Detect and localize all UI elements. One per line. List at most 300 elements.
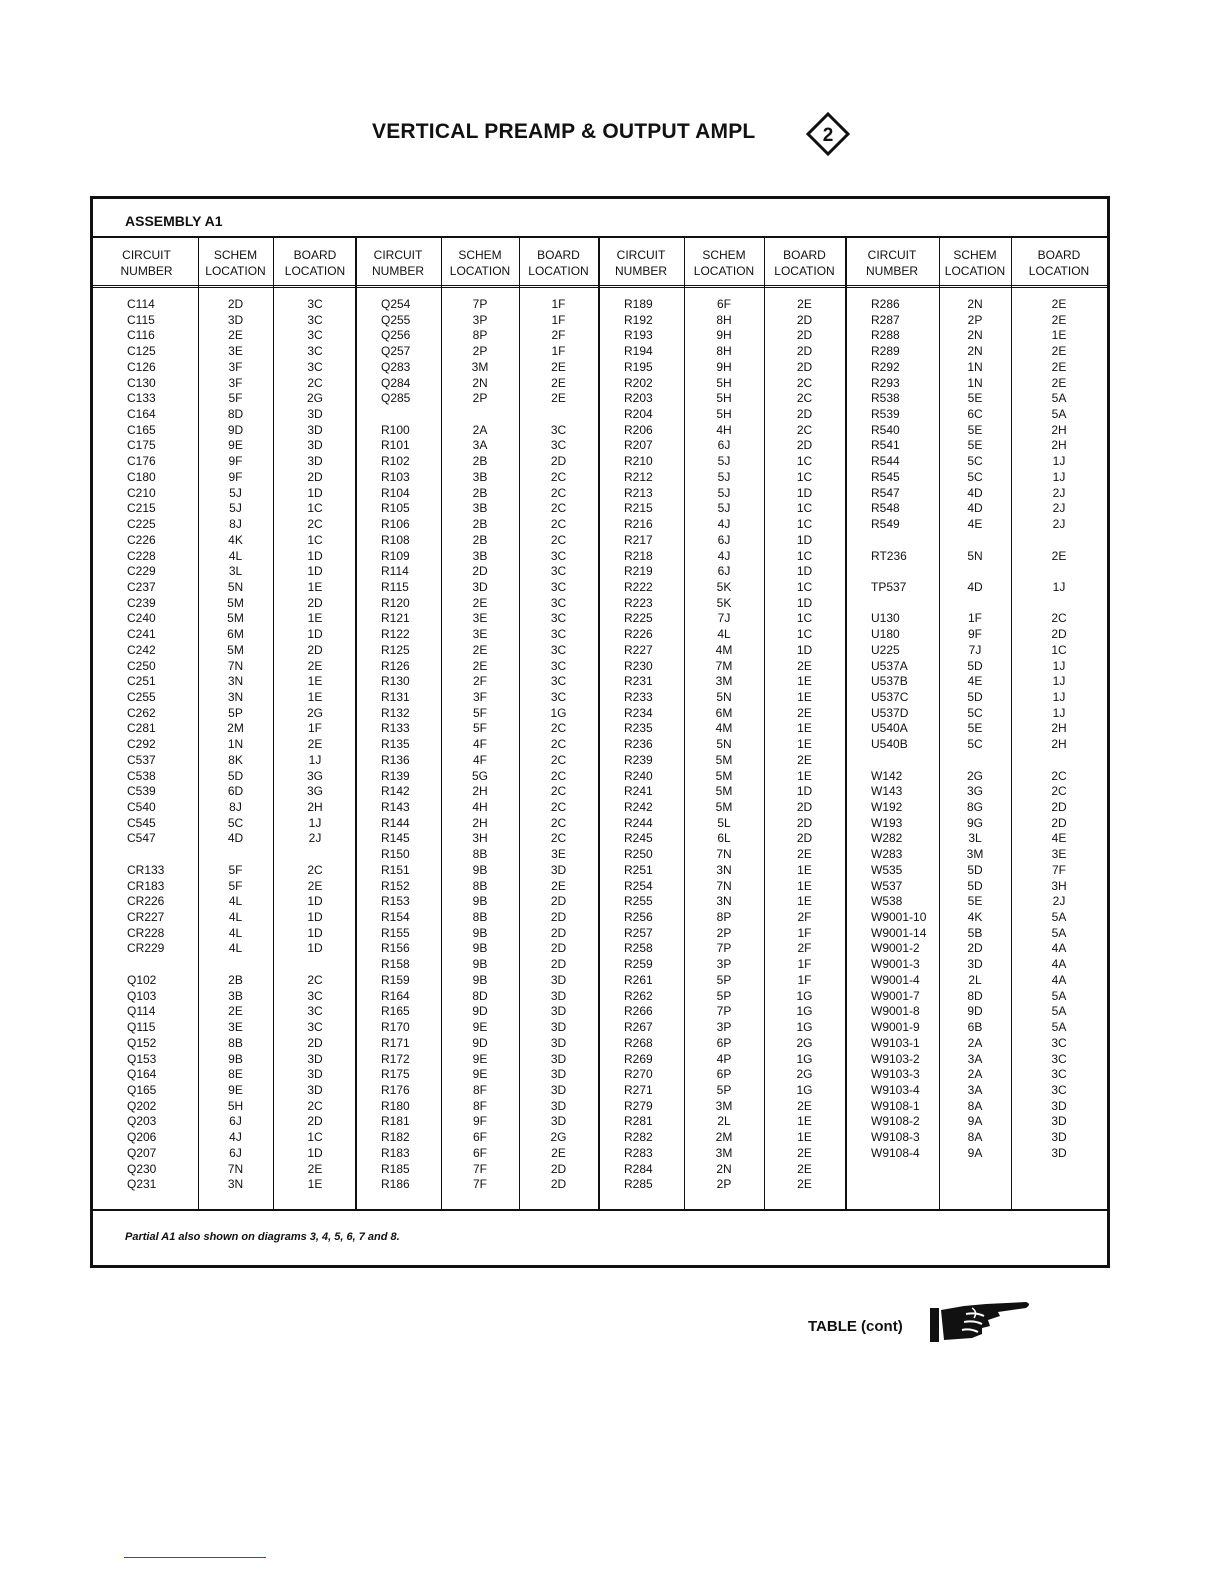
- table-cell-board: 3D: [307, 1051, 323, 1066]
- table-cell-circuit: R257: [624, 925, 653, 940]
- page-title: VERTICAL PREAMP & OUTPUT AMPL: [372, 120, 756, 143]
- table-cell-board: 3D: [550, 1004, 567, 1019]
- table-cell-circuit: R151: [381, 862, 410, 877]
- column-circuit: [871, 297, 935, 1162]
- table-cell-board: 5A: [1051, 407, 1067, 422]
- table-cell-schem: 6J: [717, 564, 731, 579]
- table-cell-schem: [441, 407, 519, 423]
- table-cell-circuit: R269: [624, 1051, 653, 1066]
- table-cell-board: 2J: [308, 831, 322, 846]
- table-cell-schem: 5H: [227, 1098, 244, 1113]
- table-cell-board: 2E: [797, 1145, 812, 1160]
- table-cell-schem: 9E: [472, 1020, 488, 1035]
- table-cell-schem: 3A: [472, 438, 488, 453]
- table-cell-schem: 7M: [715, 658, 733, 673]
- table-cell-circuit: W9001-2: [871, 941, 920, 956]
- table-cell-board: 2G: [306, 705, 323, 720]
- table-cell-circuit: W9001-14: [871, 925, 927, 940]
- table-cell-board: 2E: [307, 1161, 323, 1176]
- table-cell-circuit: W9108-1: [871, 1098, 920, 1113]
- table-cell-circuit: R108: [381, 532, 410, 547]
- table-cell-circuit: R206: [624, 422, 653, 437]
- footer-rule: [93, 1209, 1107, 1211]
- column-header-circuit: [355, 247, 441, 279]
- table-cell-board: 1J: [1052, 469, 1066, 484]
- table-cell-schem: 4J: [717, 517, 731, 532]
- table-cell-schem: 5F: [472, 705, 487, 720]
- table-cell-schem: [198, 957, 273, 973]
- column-header-line: SCHEM: [458, 248, 502, 262]
- table-cell-board: 3D: [307, 1067, 323, 1082]
- table-cell-board: 2H: [1051, 737, 1067, 752]
- table-cell-board: 1C: [796, 627, 813, 642]
- table-cell-circuit: C164: [127, 407, 156, 422]
- table-cell-circuit: W9001-3: [871, 957, 920, 972]
- table-cell-board: 2E: [1051, 312, 1067, 327]
- table-cell-circuit: R193: [624, 328, 653, 343]
- table-cell-schem: 8J: [229, 517, 242, 532]
- table-cell-circuit: R284: [624, 1161, 653, 1176]
- table-cell-board: 3D: [550, 1082, 567, 1097]
- table-cell-schem: 2P: [716, 1177, 732, 1192]
- table-cell-board: 1C: [796, 469, 813, 484]
- table-cell-circuit: R222: [624, 579, 653, 594]
- table-cell-board: 2C: [550, 485, 567, 500]
- table-cell-board: 1E: [797, 721, 812, 736]
- table-cell-schem: 4L: [228, 894, 243, 909]
- table-cell-board: 2D: [550, 1161, 567, 1176]
- table-cell-board: 1F: [797, 957, 812, 972]
- table-cell-schem: 3E: [472, 611, 488, 626]
- table-cell-schem: 2N: [472, 375, 488, 390]
- table-cell-board: 3G: [306, 784, 323, 799]
- table-cell-board: 2D: [550, 941, 567, 956]
- table-cell-circuit: R186: [381, 1177, 410, 1192]
- table-cell-board: 3D: [550, 1051, 567, 1066]
- table-cell-board: 2E: [307, 658, 323, 673]
- group-divider: [598, 236, 600, 1209]
- column-schem: [684, 297, 764, 1193]
- table-cell-circuit: CR133: [127, 862, 165, 877]
- table-cell-schem: 5F: [228, 878, 243, 893]
- column-header-line: LOCATION: [774, 264, 835, 278]
- table-cell-circuit: C126: [127, 359, 156, 374]
- table-cell-board: 2D: [307, 1114, 323, 1129]
- table-cell-schem: 1F: [967, 611, 982, 626]
- table-cell-circuit: R231: [624, 674, 653, 689]
- column-header-board: [519, 247, 598, 279]
- table-cell-circuit: R227: [624, 642, 653, 657]
- table-cell-board: 2E: [1051, 359, 1067, 374]
- table-cell-schem: 1N: [967, 359, 983, 374]
- table-cell-board: 2D: [307, 1035, 323, 1050]
- table-cell-schem: 5E: [967, 438, 983, 453]
- table-cell-schem: 5E: [967, 391, 983, 406]
- table-cell-circuit: C114: [127, 297, 155, 311]
- table-cell-schem: 4L: [228, 548, 243, 563]
- table-cell-schem: 2M: [715, 1130, 733, 1145]
- table-cell-circuit: R268: [624, 1035, 653, 1050]
- table-cell-circuit: W537: [871, 878, 903, 893]
- table-cell-board: 2F: [797, 941, 812, 956]
- table-cell-board: 3D: [1051, 1145, 1067, 1160]
- table-cell-schem: 8K: [228, 752, 243, 767]
- table-cell-schem: 2D: [227, 297, 244, 311]
- column-header-line: LOCATION: [944, 264, 1006, 278]
- table-cell-board: 2D: [550, 957, 567, 972]
- table-cell-schem: 6M: [715, 705, 733, 720]
- table-cell-board: 1D: [307, 564, 323, 579]
- table-cell-circuit: R130: [381, 674, 410, 689]
- footnote: Partial A1 also shown on diagrams 3, 4, 5, 6, 7 and 8.: [125, 1231, 400, 1243]
- column-header-line: LOCATION: [205, 264, 266, 278]
- table-cell-board: 3C: [1051, 1051, 1067, 1066]
- table-cell-circuit: R120: [381, 595, 410, 610]
- table-cell-circuit: Q285: [381, 391, 411, 406]
- table-cell-circuit: R289: [871, 344, 900, 359]
- table-cell-board: 3C: [550, 689, 567, 704]
- table-cell-schem: 5N: [227, 579, 244, 594]
- table-cell-board: 1F: [551, 297, 566, 311]
- table-cell-board: 1C: [1051, 642, 1067, 657]
- table-cell-circuit: R189: [624, 297, 653, 311]
- table-cell-circuit: W9001-10: [871, 910, 927, 925]
- table-cell-circuit: R236: [624, 737, 653, 752]
- table-cell-schem: 8A: [967, 1098, 983, 1113]
- table-cell-circuit: R131: [381, 689, 410, 704]
- table-cell-board: 2F: [551, 328, 566, 343]
- table-cell-board: 2D: [796, 344, 813, 359]
- table-cell-schem: 9E: [228, 438, 243, 453]
- table-cell-board: 3C: [550, 674, 567, 689]
- table-cell-schem: 2E: [472, 642, 488, 657]
- table-cell-schem: 2E: [228, 1004, 243, 1019]
- table-cell-circuit: R210: [624, 454, 653, 469]
- header-rule: [93, 236, 1107, 238]
- table-cell-board: 1E: [307, 674, 323, 689]
- table-cell-schem: 3B: [228, 988, 243, 1003]
- column-schem: [939, 297, 1011, 1162]
- table-cell-circuit: [871, 533, 935, 549]
- table-cell-board: 2D: [550, 910, 567, 925]
- table-cell-circuit: U537D: [871, 705, 909, 720]
- table-cell-circuit: C130: [127, 375, 156, 390]
- table-cell-board: 1G: [796, 988, 813, 1003]
- table-cell-schem: 2M: [227, 721, 244, 736]
- table-cell-board: 2E: [551, 359, 566, 374]
- table-cell-board: 2D: [307, 469, 323, 484]
- table-cell-board: 2C: [550, 815, 567, 830]
- table-cell-schem: 8P: [716, 910, 732, 925]
- table-cell-circuit: RT236: [871, 548, 907, 563]
- table-cell-board: 3C: [550, 611, 567, 626]
- table-cell-schem: 8D: [967, 988, 983, 1003]
- table-cell-board: 1D: [307, 925, 323, 940]
- diagram-number: 2: [822, 125, 834, 146]
- table-cell-circuit: R109: [381, 548, 410, 563]
- table-cell-schem: 6B: [967, 1020, 983, 1035]
- table-cell-circuit: R132: [381, 705, 410, 720]
- group-divider: [355, 236, 357, 1209]
- column-header-line: BOARD: [1037, 248, 1081, 262]
- table-cell-schem: 4M: [715, 721, 733, 736]
- table-cell-schem: 4H: [716, 422, 732, 437]
- table-cell-circuit: R204: [624, 407, 653, 422]
- table-cell-circuit: R152: [381, 878, 410, 893]
- table-cell-board: 1J: [308, 752, 322, 767]
- table-cell-schem: 1N: [227, 737, 244, 752]
- table-cell-board: 3D: [550, 1114, 567, 1129]
- table-cell-circuit: Q114: [127, 1004, 156, 1019]
- table-cell-board: 5A: [1051, 391, 1067, 406]
- table-cell-board: 1J: [1052, 689, 1066, 704]
- table-cell-schem: 7P: [716, 1004, 732, 1019]
- table-cell-circuit: Q102: [127, 972, 157, 987]
- table-cell-circuit: CR229: [127, 941, 165, 956]
- table-cell-circuit: Q257: [381, 344, 411, 359]
- table-cell-schem: 3M: [715, 674, 733, 689]
- table-cell-schem: 9A: [967, 1114, 983, 1129]
- table-cell-schem: 2P: [472, 344, 488, 359]
- table-cell-board: 3E: [1051, 847, 1067, 862]
- table-cell-board: 3C: [307, 1020, 323, 1035]
- table-cell-schem: 3P: [716, 1020, 732, 1035]
- table-cell-board: 1F: [797, 972, 812, 987]
- table-cell-circuit: R176: [381, 1082, 410, 1097]
- table-cell-board: 4E: [1051, 831, 1067, 846]
- table-cell-circuit: R125: [381, 642, 410, 657]
- table-cell-schem: 5P: [228, 705, 243, 720]
- table-cell-circuit: R242: [624, 800, 653, 814]
- table-cell-board: 2H: [1051, 438, 1067, 453]
- table-cell-circuit: R544: [871, 454, 900, 469]
- table-cell-schem: 8D: [472, 988, 488, 1003]
- table-cell-board: 3D: [307, 1082, 323, 1097]
- table-cell-board: 1C: [796, 454, 813, 469]
- table-cell-schem: 9F: [472, 1114, 487, 1129]
- table-cell-board: 1D: [307, 485, 323, 500]
- table-cell-schem: 4E: [967, 674, 983, 689]
- column-header-line: BOARD: [783, 248, 826, 262]
- table-cell-schem: 3E: [472, 627, 488, 642]
- table-cell-board: 1D: [796, 595, 813, 610]
- table-continued-label: TABLE (cont): [808, 1318, 903, 1335]
- table-cell-board: 3C: [307, 312, 323, 327]
- table-cell-circuit: R192: [624, 312, 653, 327]
- table-cell-schem: 5H: [716, 407, 732, 422]
- table-cell-circuit: R126: [381, 658, 410, 673]
- column-header-line: CIRCUIT: [122, 248, 171, 262]
- column-header-schem: [441, 247, 519, 279]
- table-cell-board: 2C: [550, 800, 567, 814]
- table-cell-schem: 5M: [715, 800, 733, 814]
- column-header-line: BOARD: [293, 248, 337, 262]
- header-double-rule: [93, 285, 1107, 291]
- table-cell-board: 3C: [550, 642, 567, 657]
- table-cell-board: 3C: [307, 359, 323, 374]
- table-cell-schem: 3D: [227, 312, 244, 327]
- table-cell-schem: 5J: [229, 501, 242, 516]
- table-cell-circuit: C281: [127, 721, 156, 736]
- table-cell-board: 3D: [307, 407, 323, 422]
- table-cell-circuit: Q254: [381, 297, 411, 311]
- column-header-board: [273, 247, 357, 279]
- table-cell-circuit: R225: [624, 611, 653, 626]
- table-cell-circuit: R121: [381, 611, 410, 626]
- table-cell-circuit: R547: [871, 485, 900, 500]
- table-cell-board: 5A: [1051, 1004, 1067, 1019]
- table-cell-board: 1E: [797, 1114, 812, 1129]
- table-cell-circuit: R139: [381, 768, 410, 783]
- table-cell-board: 2D: [796, 815, 813, 830]
- table-cell-schem: 5F: [228, 391, 243, 406]
- table-cell-board: 2C: [796, 375, 813, 390]
- table-cell-circuit: R235: [624, 721, 653, 736]
- table-cell-circuit: W193: [871, 815, 903, 830]
- table-cell-board: 3D: [1051, 1130, 1067, 1145]
- table-cell-circuit: R545: [871, 469, 900, 484]
- table-cell-board: 2C: [550, 501, 567, 516]
- table-cell-schem: 2B: [472, 485, 488, 500]
- table-cell-board: 3C: [307, 988, 323, 1003]
- table-cell-board: 2D: [796, 831, 813, 846]
- table-cell-schem: 5D: [967, 658, 983, 673]
- table-cell-circuit: C539: [127, 784, 156, 799]
- table-cell-board: [273, 957, 357, 973]
- table-cell-board: 1D: [796, 485, 813, 500]
- table-cell-schem: 5B: [967, 925, 983, 940]
- table-cell-circuit: R286: [871, 297, 900, 311]
- table-cell-circuit: W9108-4: [871, 1145, 920, 1160]
- table-cell-schem: 3H: [472, 831, 488, 846]
- table-cell-schem: 2N: [967, 344, 983, 359]
- table-cell-board: 2E: [797, 847, 812, 862]
- table-cell-circuit: C210: [127, 485, 156, 500]
- table-cell-circuit: R283: [624, 1145, 653, 1160]
- table-cell-board: 3D: [307, 454, 323, 469]
- table-cell-board: 2C: [307, 375, 323, 390]
- table-cell-board: 3C: [1051, 1067, 1067, 1082]
- table-cell-board: 2C: [1051, 768, 1067, 783]
- table-cell-schem: 9H: [716, 359, 732, 374]
- table-cell-circuit: C115: [127, 312, 155, 327]
- table-cell-circuit: R218: [624, 548, 653, 563]
- table-cell-circuit: R261: [624, 972, 653, 987]
- table-cell-circuit: C292: [127, 737, 156, 752]
- table-cell-circuit: R245: [624, 831, 653, 846]
- table-cell-schem: 2E: [472, 595, 488, 610]
- table-cell-board: 2G: [796, 1067, 813, 1082]
- table-cell-schem: 9B: [472, 957, 488, 972]
- table-cell-board: 5A: [1051, 1020, 1067, 1035]
- table-cell-circuit: [381, 407, 437, 423]
- table-cell-schem: 4E: [967, 517, 983, 532]
- table-cell-board: 3C: [550, 422, 567, 437]
- table-cell-board: 2G: [306, 391, 323, 406]
- table-cell-schem: 8E: [228, 1067, 243, 1082]
- table-cell-circuit: R194: [624, 344, 653, 359]
- table-cell-board: 3C: [307, 1004, 323, 1019]
- table-cell-schem: 2H: [472, 815, 488, 830]
- title-area: [0, 112, 1224, 156]
- table-cell-schem: 8H: [716, 312, 732, 327]
- table-cell-schem: 2L: [717, 1114, 731, 1129]
- table-cell-schem: 3G: [966, 784, 983, 799]
- table-cell-schem: 6C: [967, 407, 983, 422]
- table-cell-schem: 3N: [716, 894, 732, 909]
- table-cell-circuit: C255: [127, 689, 156, 704]
- table-cell-board: 3C: [550, 548, 567, 563]
- table-cell-circuit: C251: [127, 674, 156, 689]
- column-header-line: SCHEM: [213, 248, 258, 262]
- table-cell-schem: 3N: [716, 862, 732, 877]
- assembly-label: ASSEMBLY A1: [125, 213, 223, 229]
- table-cell-schem: 5J: [229, 485, 242, 500]
- table-cell-circuit: R182: [381, 1130, 410, 1145]
- table-cell-circuit: R181: [381, 1114, 410, 1129]
- table-cell-schem: 3M: [471, 359, 489, 374]
- table-cell-board: 2H: [1051, 721, 1067, 736]
- table-cell-circuit: C538: [127, 768, 156, 783]
- table-cell-schem: 5C: [967, 737, 983, 752]
- column-header-line: LOCATION: [1028, 264, 1090, 278]
- column-board: [1011, 297, 1107, 1162]
- table-cell-board: 2D: [796, 800, 813, 814]
- table-cell-schem: 2D: [967, 941, 983, 956]
- table-cell-circuit: R144: [381, 815, 410, 830]
- table-cell-schem: 2D: [472, 564, 488, 579]
- table-cell-schem: 4D: [227, 831, 244, 846]
- table-cell-board: 3H: [1051, 878, 1067, 893]
- table-cell-schem: 3N: [227, 1177, 244, 1192]
- table-cell-schem: 6P: [716, 1035, 732, 1050]
- table-cell-circuit: W142: [871, 768, 903, 783]
- table-cell-board: 2E: [551, 375, 566, 390]
- table-cell-circuit: R180: [381, 1098, 410, 1113]
- table-cell-circuit: R250: [624, 847, 653, 862]
- table-cell-circuit: R244: [624, 815, 653, 830]
- table-cell-board: 2C: [796, 422, 813, 437]
- table-cell-circuit: R104: [381, 485, 410, 500]
- table-cell-schem: [939, 564, 1011, 580]
- table-cell-schem: 9H: [716, 328, 732, 343]
- table-cell-circuit: W9001-9: [871, 1020, 920, 1035]
- table-cell-circuit: U180: [871, 627, 900, 642]
- page-rule: [124, 1557, 266, 1558]
- table-cell-board: 2D: [796, 407, 813, 422]
- table-cell-schem: 5M: [227, 642, 244, 657]
- table-cell-circuit: R158: [381, 957, 410, 972]
- table-cell-schem: 3B: [472, 548, 488, 563]
- table-cell-schem: 8B: [472, 910, 488, 925]
- table-cell-board: 1J: [1052, 674, 1066, 689]
- table-cell-schem: 8F: [472, 1082, 487, 1097]
- table-cell-board: 1E: [797, 737, 812, 752]
- table-cell-circuit: R549: [871, 517, 900, 532]
- table-cell-circuit: C165: [127, 422, 156, 437]
- table-cell-schem: 2B: [472, 517, 488, 532]
- table-cell-board: 4A: [1051, 972, 1067, 987]
- table-cell-board: 2D: [307, 595, 323, 610]
- table-cell-board: 1J: [1052, 658, 1066, 673]
- table-cell-circuit: U537C: [871, 689, 909, 704]
- table-cell-circuit: [871, 564, 935, 580]
- table-cell-circuit: R219: [624, 564, 653, 579]
- table-cell-circuit: W9103-1: [871, 1035, 920, 1050]
- table-cell-schem: [198, 847, 273, 863]
- table-cell-circuit: R538: [871, 391, 900, 406]
- table-cell-board: 3G: [306, 768, 323, 783]
